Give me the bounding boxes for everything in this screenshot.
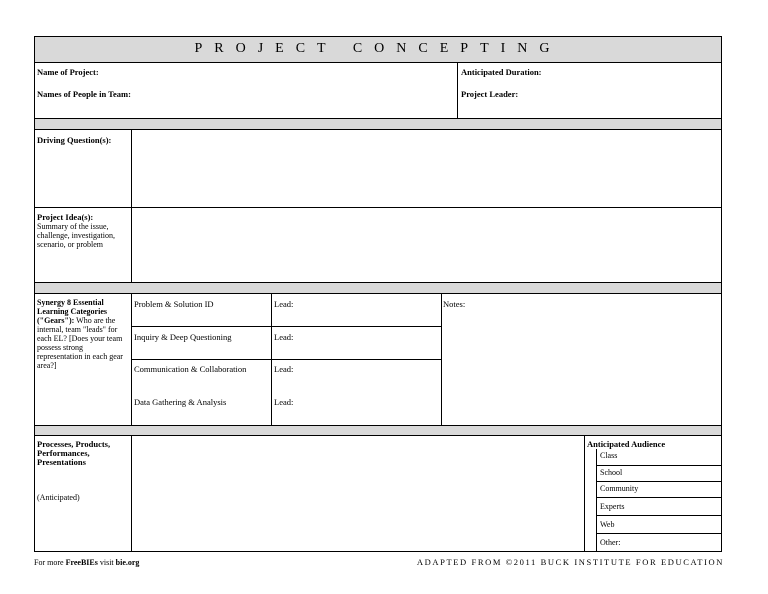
processes-label: Processes, Products, Performances, Presentations [37,439,111,467]
form-frame [34,36,722,552]
processes-sub: (Anticipated) [37,493,80,502]
divider [596,533,721,534]
gear-lead[interactable]: Lead: [274,397,294,407]
audience-item-experts[interactable]: Experts [600,502,625,511]
gear-lead[interactable]: Lead: [274,299,294,309]
driving-question-field[interactable] [132,130,721,207]
project-ideas-label: Project Idea(s): [37,212,94,222]
synergy-label [37,298,129,370]
section-band [35,426,721,435]
project-leader-label: Project Leader: [461,89,519,99]
audience-title: Anticipated Audience [587,439,666,449]
divider [596,497,721,498]
footer-visit: visit [97,558,116,567]
divider [596,481,721,482]
section-band [35,283,721,293]
gear-lead[interactable]: Lead: [274,332,294,342]
divider [35,62,721,63]
audience-item-other[interactable]: Other: [600,538,621,547]
divider [131,359,441,360]
gear-category: Data Gathering & Analysis [134,397,227,407]
divider [596,515,721,516]
audience-item-web[interactable]: Web [600,520,615,529]
page-title: PROJECT CONCEPTING [194,41,562,56]
project-ideas-description: Summary of the issue, challenge, investigation, scenario, or problem [37,222,115,249]
anticipated-duration-label: Anticipated Duration: [461,67,542,77]
divider [457,62,458,118]
footer-left [34,558,139,567]
gear-category: Problem & Solution ID [134,299,214,309]
audience-item-school[interactable]: School [600,468,623,477]
gear-category: Communication & Collaboration [134,364,247,374]
divider [596,465,721,466]
gear-lead[interactable]: Lead: [274,364,294,374]
notes-field[interactable] [442,309,721,425]
gear-category: Inquiry & Deep Questioning [134,332,232,342]
footer-site-link[interactable]: bie.org [115,558,140,567]
notes-label: Notes: [443,299,466,309]
divider [35,293,721,294]
divider [584,435,585,551]
footer-credit: ADAPTED FROM ©2011 BUCK INSTITUTE FOR EDUCATION [416,557,724,567]
section-band [35,119,721,129]
processes-field[interactable] [132,436,583,551]
audience-item-class[interactable]: Class [600,451,618,460]
driving-question-label: Driving Question(s): [37,135,112,145]
footer-prefix: For more [34,558,66,567]
name-of-project-label: Name of Project: [37,67,99,77]
footer-freebies: FreeBIEs [65,558,98,567]
divider [131,326,441,327]
names-of-people-label: Names of People in Team: [37,89,131,99]
synergy-label-text: Who are the internal, team "leads" for each EL? [Does your team possess strong representation in each gear area?] [37,316,123,370]
project-ideas-field[interactable] [132,208,721,282]
audience-item-community[interactable]: Community [600,484,639,493]
synergy-label-bold: Synergy 8 Essential Learning Categories ("Gears"): [37,298,107,325]
